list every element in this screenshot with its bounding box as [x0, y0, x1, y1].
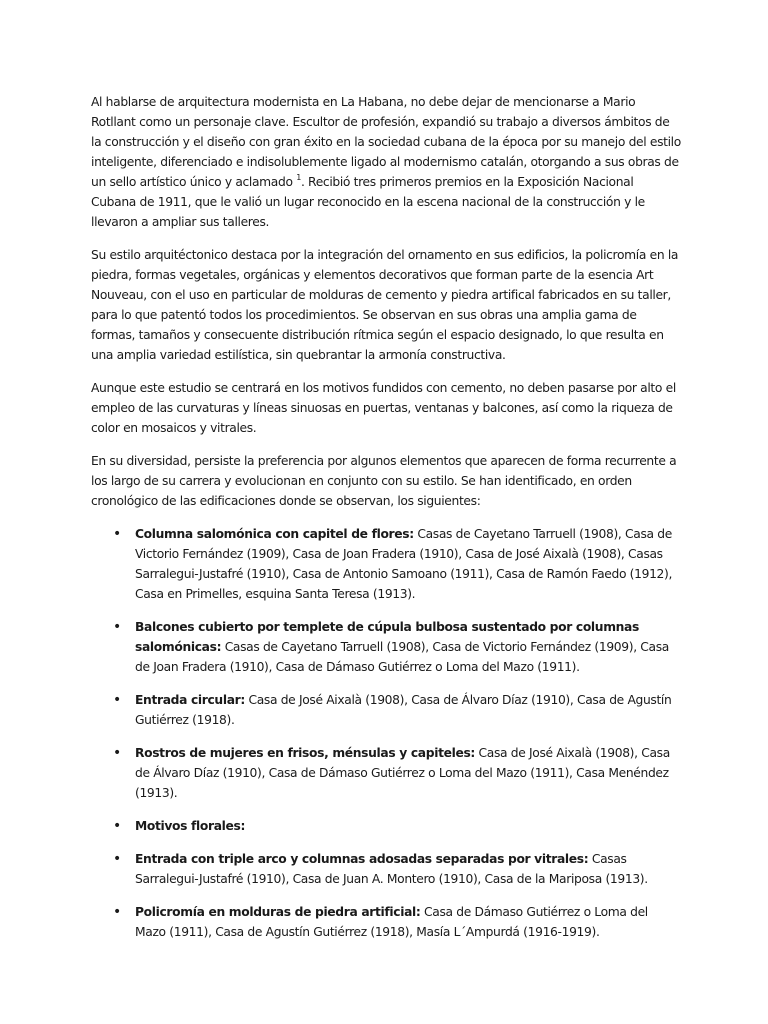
- paragraph-text: Aunque este estudio se centrará en los motivos fundidos con cemento, no deben pasarse por alto el empleo de las curvaturas y líneas sinuosas en puertas, ventanas y balcones, así como la riqueza de color en mosaicos y vitrales.: [91, 381, 676, 435]
- elements-list: [91, 524, 681, 942]
- list-item-text: Casa de José Aixalà (1908), Casa de Álvaro Díaz (1910), Casa de Dámaso Gutiérrez o Loma del Mazo (1911), Casa Menéndez (1913).: [135, 746, 670, 800]
- list-item: [91, 524, 681, 604]
- list-item-term: Balcones cubierto por templete de cúpula bulbosa sustentado por columnas salomónicas:: [135, 620, 639, 654]
- document-page: [91, 92, 681, 955]
- paragraph-style: [91, 245, 681, 365]
- list-item-term: Motivos florales:: [135, 819, 246, 833]
- list-item: [91, 816, 681, 836]
- paragraph-scope: [91, 378, 681, 438]
- bullet-icon: •: [113, 619, 121, 635]
- list-item-text: Casas de Cayetano Tarruell (1908), Casa de Victorio Fernández (1909), Casa de Joan Fradera (1910), Casa de Dámaso Gutiérrez o Loma del Mazo (1911).: [135, 640, 669, 674]
- bullet-icon: •: [113, 745, 121, 761]
- list-item: [91, 690, 681, 730]
- list-item: [91, 902, 681, 942]
- list-item-term: Columna salomónica con capitel de flores:: [135, 527, 414, 541]
- list-item-term: Policromía en molduras de piedra artificial:: [135, 905, 421, 919]
- list-item-term: Entrada circular:: [135, 693, 245, 707]
- paragraph-text: En su diversidad, persiste la preferencia por algunos elementos que aparecen de forma recurrente a los largo de su carrera y evolucionan en conjunto con su estilo. Se han identificado, en orden cronológico de las edificaciones donde se observan, los siguientes:: [91, 454, 677, 508]
- list-item-text: Casa de José Aixalà (1908), Casa de Álvaro Díaz (1910), Casa de Agustín Gutiérrez (1918).: [135, 693, 672, 727]
- bullet-icon: •: [113, 851, 121, 867]
- list-item: [91, 743, 681, 803]
- bullet-icon: •: [113, 904, 121, 920]
- paragraph-text: Su estilo arquitéctonico destaca por la integración del ornamento en sus edificios, la policromía en la piedra, formas vegetales, orgánicas y elementos decorativos que forman parte de la esencia Art Nouveau, con el uso en particular de molduras de cemento y piedra artifical fabricados en su taller, para lo que patentó todos los procedimientos. Se observan en sus obras una amplia gama de formas, tamaños y consecuente distribución rítmica según el espacio designado, lo que resulta en una amplia variedad estilística, sin quebrantar la armonía constructiva.: [91, 248, 679, 362]
- list-item-text: Casas de Cayetano Tarruell (1908), Casa de Victorio Fernández (1909), Casa de Joan Fradera (1910), Casa de José Aixalà (1908), Casas Sarralegui-Justafré (1910), Casa de Antonio Samoano (1911), Casa de Ramón Faedo (1912), Casa en Primelles, esquina Santa Teresa (1913).: [135, 527, 673, 601]
- bullet-icon: •: [113, 526, 121, 542]
- bullet-icon: •: [113, 692, 121, 708]
- bullet-icon: •: [113, 818, 121, 834]
- list-item-term: Rostros de mujeres en frisos, ménsulas y capiteles:: [135, 746, 475, 760]
- list-item-text: Casa de Dámaso Gutiérrez o Loma del Mazo (1911), Casa de Agustín Gutiérrez (1918), Masía L´Ampurdá (1916-1919).: [135, 905, 648, 939]
- list-item-term: Entrada con triple arco y columnas adosadas separadas por vitrales:: [135, 852, 589, 866]
- paragraph-intro: [91, 92, 681, 232]
- paragraph-text: . Recibió tres primeros premios en la Exposición Nacional Cubana de 1911, que le valió un lugar reconocido en la escena nacional de la construcción y le llevaron a ampliar sus talleres.: [91, 175, 645, 229]
- paragraph-elements-intro: [91, 451, 681, 511]
- footnote-reference[interactable]: 1: [296, 172, 301, 182]
- list-item-text: Casas Sarralegui-Justafré (1910), Casa de Juan A. Montero (1910), Casa de la Mariposa (1913).: [135, 852, 648, 886]
- list-item: [91, 617, 681, 677]
- list-item: [91, 849, 681, 889]
- paragraph-text: Al hablarse de arquitectura modernista en La Habana, no debe dejar de mencionarse a Mario Rotllant como un personaje clave. Escultor de profesión, expandió su trabajo a diversos ámbitos de la construcción y el diseño con gran éxito en la sociedad cubana de la época por su manejo del estilo inteligente, diferenciado e indisolublemente ligado al modernismo catalán, otorgando a sus obras de un sello artístico único y aclamado: [91, 95, 681, 189]
